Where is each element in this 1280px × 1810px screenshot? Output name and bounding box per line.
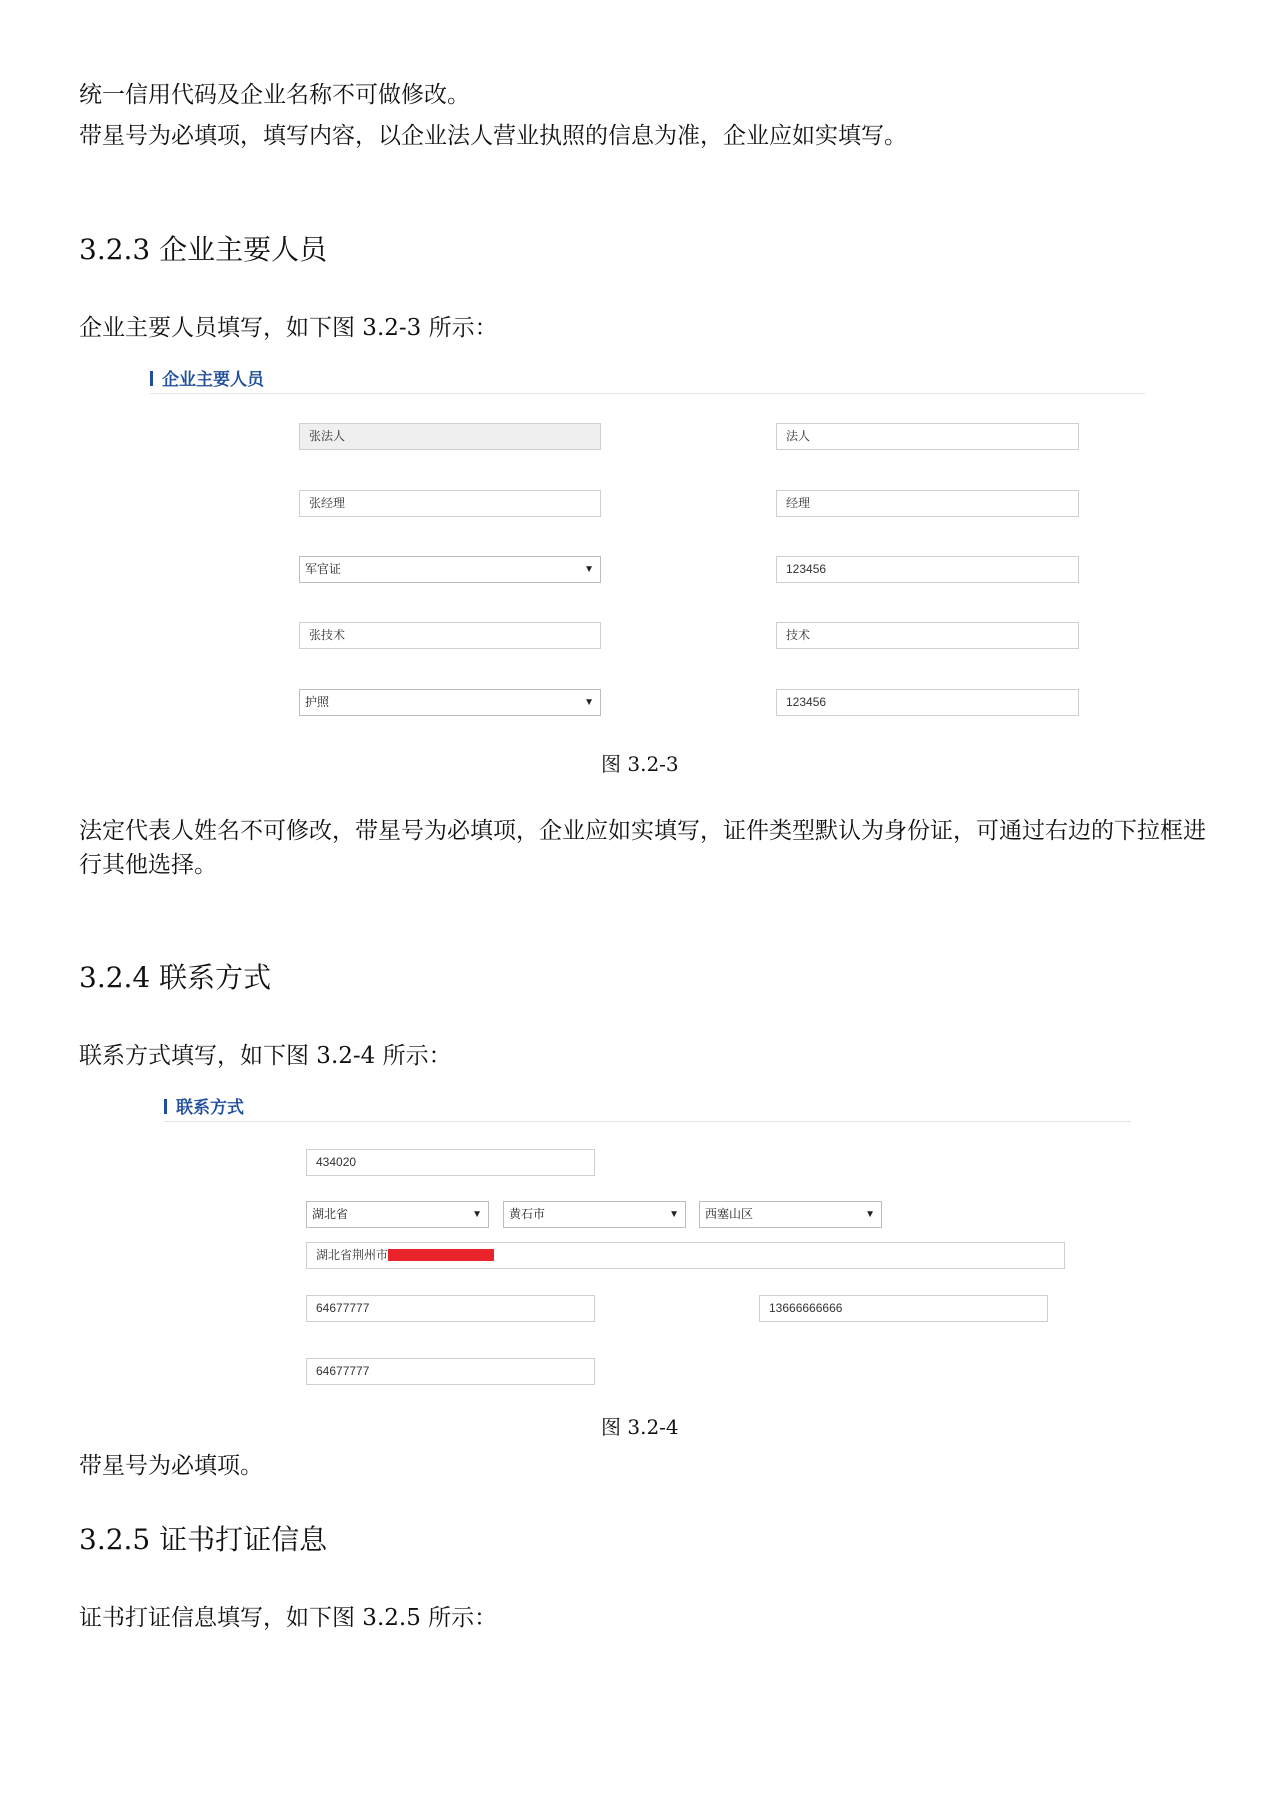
form-section-title xyxy=(164,1093,244,1118)
id-type-manager-select[interactable]: 军官证 ▼ xyxy=(299,556,601,583)
figure-caption-3-2-4: 图 3.2-4 xyxy=(601,1415,679,1439)
section-lead-3-2-5: 证书打证信息填写，如下图 3.2.5 所示： xyxy=(79,1605,498,1631)
chevron-down-icon: ▼ xyxy=(865,1209,875,1220)
legal-title-input[interactable]: 法人 xyxy=(776,423,1079,450)
section-lead-3-2-3: 企业主要人员填写，如下图 3.2-3 所示： xyxy=(79,315,498,341)
city-select[interactable]: 黄石市 ▼ xyxy=(503,1201,686,1228)
address-detail-input[interactable]: 湖北省荆州市 xyxy=(306,1242,1065,1269)
section-note-3-2-4: 带星号为必填项。 xyxy=(79,1453,263,1479)
chevron-down-icon: ▼ xyxy=(669,1209,679,1220)
intro-line-2: 带星号为必填项，填写内容，以企业法人营业执照的信息为准，企业应如实填写。 xyxy=(79,123,907,149)
chevron-down-icon: ▼ xyxy=(584,564,594,575)
mobile-input[interactable]: 13666666666 xyxy=(759,1295,1048,1322)
province-select[interactable]: 湖北省 ▼ xyxy=(306,1201,489,1228)
form-divider xyxy=(164,1121,1131,1122)
manager-title-input[interactable]: 经理 xyxy=(776,490,1079,517)
form-section-title-text: 联系方式 xyxy=(176,1098,244,1117)
chevron-down-icon: ▼ xyxy=(584,697,594,708)
section-note-3-2-3: 法定代表人姓名不可修改，带星号为必填项，企业应如实填写，证件类型默认为身份证，可通过右边的下拉框进行其他选择。 xyxy=(79,818,1206,878)
fax-input[interactable]: 64677777 xyxy=(306,1358,595,1385)
manager-id-input[interactable]: 123456 xyxy=(776,556,1079,583)
manager-name-input[interactable]: 张经理 xyxy=(299,490,601,517)
form-section-title-text: 企业主要人员 xyxy=(162,370,264,389)
engineer-title-input[interactable]: 技术 xyxy=(776,622,1079,649)
section-heading-3-2-5: 3.2.5 证书打证信息 xyxy=(79,1523,328,1556)
section-lead-3-2-4: 联系方式填写，如下图 3.2-4 所示： xyxy=(79,1043,452,1069)
form-section-title xyxy=(150,365,264,390)
legal-name-input: 张法人 xyxy=(299,423,601,450)
figure-caption-3-2-3: 图 3.2-3 xyxy=(601,752,679,776)
id-type-engineer-select[interactable]: 护照 ▼ xyxy=(299,689,601,716)
phone-input[interactable]: 64677777 xyxy=(306,1295,595,1322)
section-heading-3-2-3: 3.2.3 企业主要人员 xyxy=(79,233,328,266)
intro-line-1: 统一信用代码及企业名称不可做修改。 xyxy=(79,82,470,108)
postcode-input[interactable]: 434020 xyxy=(306,1149,595,1176)
engineer-name-input[interactable]: 张技术 xyxy=(299,622,601,649)
engineer-id-input[interactable]: 123456 xyxy=(776,689,1079,716)
title-bar-icon xyxy=(164,1099,167,1114)
section-heading-3-2-4: 3.2.4 联系方式 xyxy=(79,961,272,994)
district-select[interactable]: 西塞山区 ▼ xyxy=(699,1201,882,1228)
redaction-mark xyxy=(388,1249,494,1261)
title-bar-icon xyxy=(150,371,153,386)
chevron-down-icon: ▼ xyxy=(472,1209,482,1220)
form-divider xyxy=(150,393,1145,394)
